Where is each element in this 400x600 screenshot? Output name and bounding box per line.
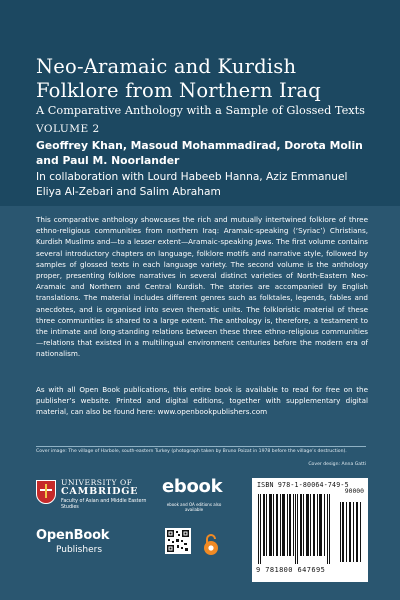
book-title: Neo-Aramaic and Kurdish Folklore from Northern Iraq — [36, 55, 321, 102]
book-description: This comparative anthology showcases the rich and mutually intertwined folklore of three ethno-religious communities from northern Iraq: Aramaic-speaking (‘Syriac’) Christians, Kurdish Muslims and—to a lesser extent—Aramaic-speaking Jews. The first volume contains several introductory chapters on language, folklore motifs and narrative style, followed by samples of glossed texts in each language variety. The second volume is the anthology proper, presenting folklore narratives in several distinct varieties of North-Eastern Neo-Aramaic and Northern and Central Kurdish. The stories are accompanied by English translations. The material includes different genres such as folktales, legends, fables and anecdotes, and is organised into seven thematic units. The folkloristic material of these three communities is shared to a large extent. The anthology is, therefore, a testament to the intimate and long-standing relations between these three ethno-religious communities—relations that existed in a multilingual environment centuries before the modern era of nationalism. — [36, 215, 368, 359]
cambridge-logo — [36, 478, 156, 516]
isbn-barcode — [252, 478, 368, 582]
barcode-icon — [256, 494, 364, 564]
openbook-publishers: Publishers — [56, 545, 103, 555]
ebook-note: ebook and OA editions also available — [166, 502, 222, 512]
open-access-note: As with all Open Book publications, this entire book is available to read for free on the publisher’s website. Printed and digital editions, together with supplementary digital material, can also be found here: www.openbookpublishers.com — [36, 385, 368, 417]
ebook-logo — [162, 476, 222, 526]
cover-design-credit: Cover design: Anna Gatti — [308, 462, 366, 467]
cover-header — [0, 0, 400, 206]
volume-label: VOLUME 2 — [36, 123, 100, 135]
ean-digits: 9 781800 647695 — [256, 566, 326, 574]
cambridge-faculty: Faculty of Asian and Middle Eastern Studies — [61, 499, 147, 510]
qr-code-icon — [165, 528, 191, 554]
cambridge-line1: UNIVERSITY OF — [61, 478, 133, 487]
price-addon: 90000 — [344, 487, 364, 495]
openbook-name: OpenBook — [36, 528, 110, 543]
openbook-logo — [36, 528, 146, 568]
open-access-icon — [203, 534, 219, 556]
divider — [36, 446, 366, 447]
ebook-word: ebook — [162, 476, 223, 497]
cambridge-line2: CAMBRIDGE — [61, 486, 139, 497]
isbn-number: ISBN 978-1-80064-749-5 — [257, 481, 349, 489]
cambridge-shield-icon — [36, 480, 56, 504]
authors: Geoffrey Khan, Masoud Mohammadirad, Dorota Molin and Paul M. Noorlander — [36, 139, 363, 167]
book-subtitle: A Comparative Anthology with a Sample of Glossed Texts — [36, 104, 365, 117]
collaborators: In collaboration with Lourd Habeeb Hanna, Aziz Emmanuel Eliya Al-Zebari and Salim Abraham — [36, 171, 348, 198]
cover-image-caption: Cover image: The village of Harbole, south-eastern Turkey (photograph taken by Bruno Poizat in 1978 before the village’s destruction). — [36, 449, 347, 454]
cover-body — [0, 206, 400, 600]
